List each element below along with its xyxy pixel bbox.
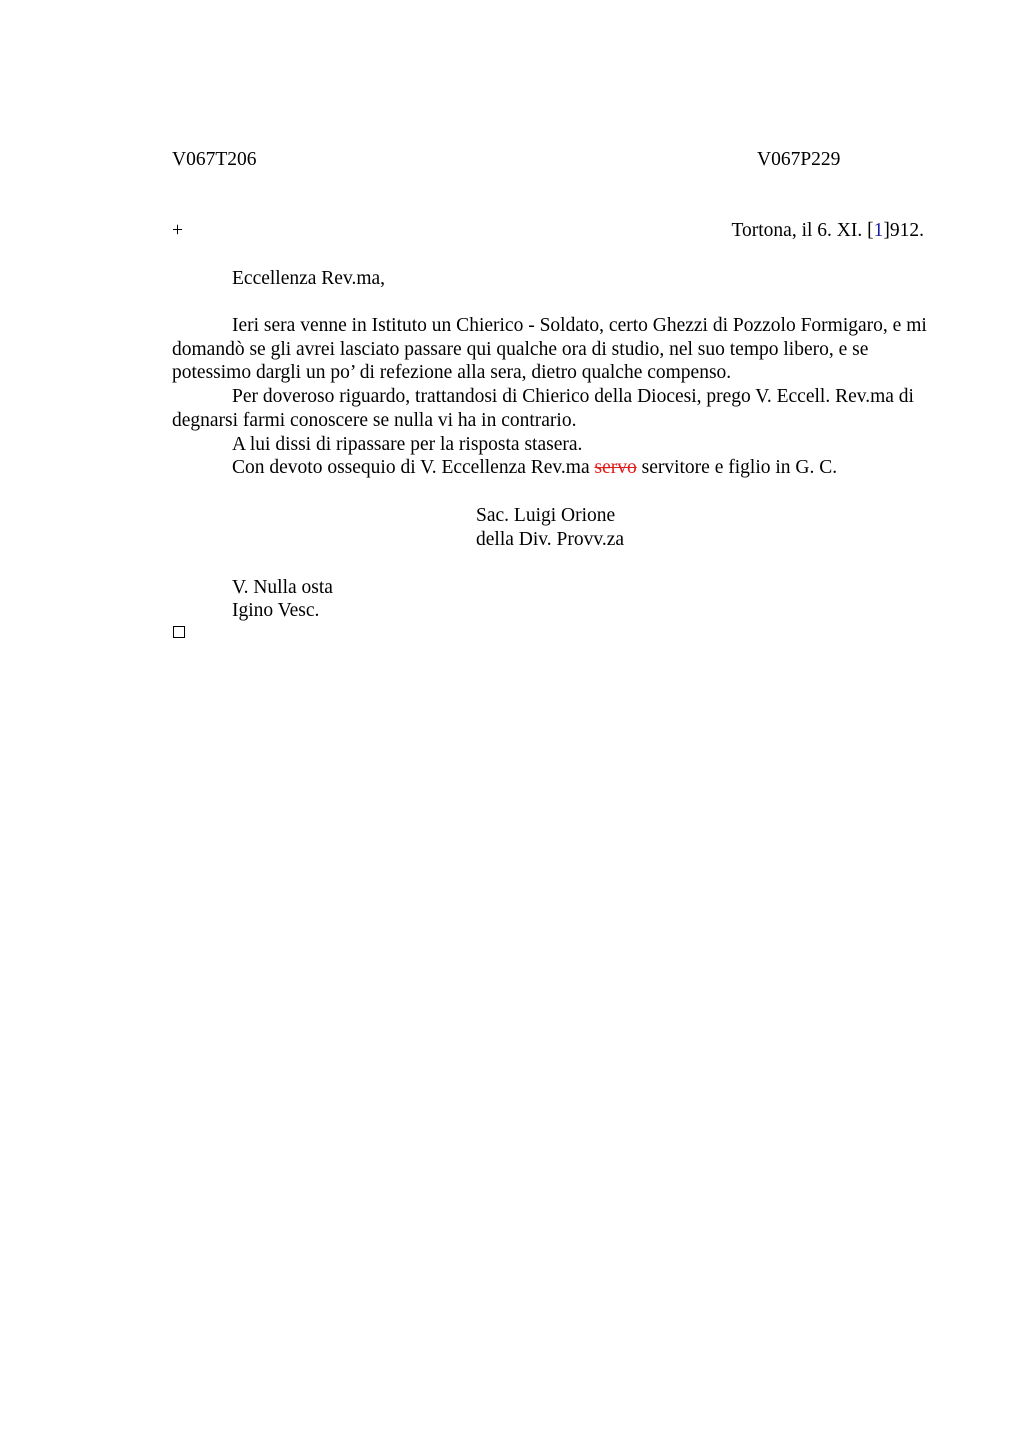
date-prefix: Tortona, il 6. XI. [ [731,220,874,241]
document-ref-left: V067T206 [172,149,257,170]
paragraph-2: Per doveroso riguardo, trattandosi di Chierico della Diocesi, prego V. Eccell. Rev.ma di degnarsi farmi conoscere se nulla vi ha in contrario. [172,386,914,431]
paragraph-3: A lui dissi di ripassare per la risposta stasera. [232,433,583,455]
closing-text-before: Con devoto ossequio di V. Eccellenza Rev.ma [232,457,595,479]
signature-title: della Div. Provv.za [476,529,625,550]
salutation: Eccellenza Rev.ma, [232,268,386,289]
document-ref-right: V067P229 [757,149,841,170]
closing-paragraph [172,456,932,480]
letter-body [172,314,932,480]
date-suffix: ]912. [883,220,924,241]
paragraph-1: Ieri sera venne in Istituto un Chierico - Soldato, certo Ghezzi di Pozzolo Formigaro, e mi domandò se gli avrei lasciato passare qui qualche ora di studio, nel suo tempo libero, e se potessimo dargli un po’ di refezione alla sera, dietro qualche compenso. [172,315,927,384]
closing-text-after: servitore e figlio in G. C. [636,457,838,479]
struck-word: servo [594,457,637,479]
letter-date [731,221,924,241]
response-approval: V. Nulla osta [232,577,333,598]
end-square-icon [173,626,185,638]
response-signature: Igino Vesc. [232,600,320,621]
signature-name: Sac. Luigi Orione [476,505,616,526]
cross-mark: + [172,220,183,241]
date-bracket-number: 1 [873,220,884,241]
